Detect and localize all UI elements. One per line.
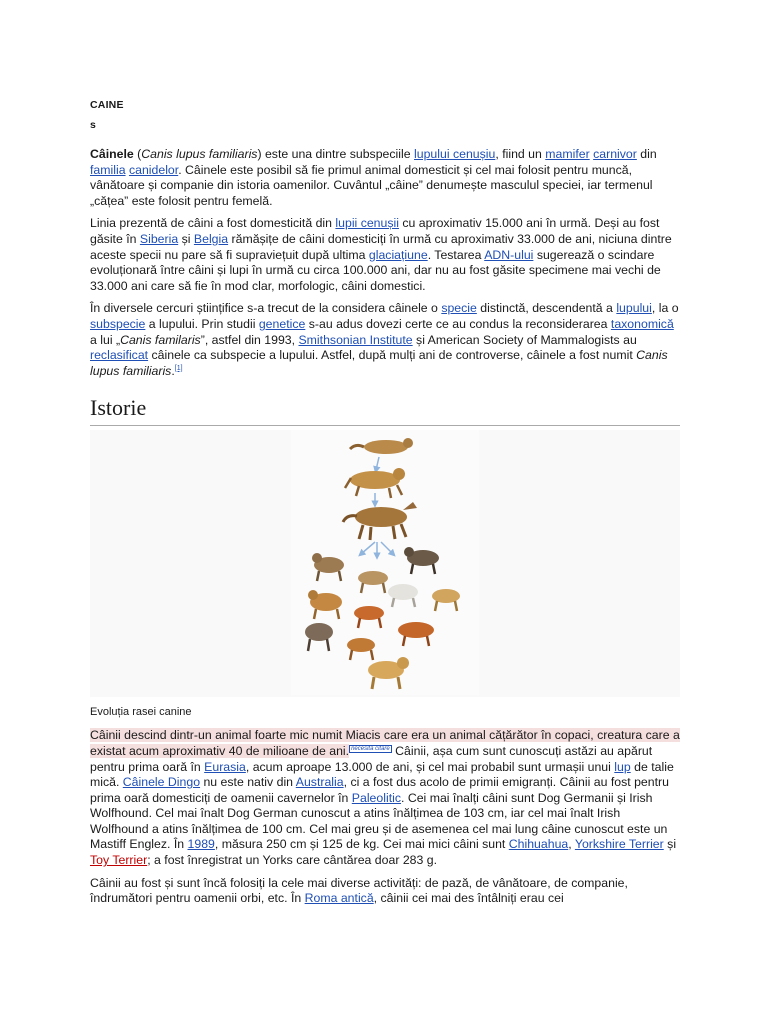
text: a lupului. Prin studii <box>145 316 259 331</box>
text: , ci a fost dus acolo de primii emigranți. Câinii au fost pentru prima oară domesticiți de oamenii cavernelor în <box>90 775 669 805</box>
text: ; a fost înregistrat un Yorks care cântărea doar 283 g. <box>147 853 438 868</box>
scientific-name: Canis familaris <box>120 332 201 347</box>
link-taxonomica[interactable]: taxonomică <box>610 316 674 331</box>
link-specie[interactable]: specie <box>441 301 477 316</box>
link-glaciatiune[interactable]: glaciațiune <box>368 247 428 262</box>
link-mamifer[interactable]: mamifer <box>545 147 590 161</box>
paragraph-intro <box>90 147 680 209</box>
text: . Testarea <box>427 247 485 262</box>
link-familia[interactable]: familia <box>90 162 126 177</box>
link-adn-ului[interactable]: ADN-ului <box>484 247 534 262</box>
link-lupii-cenusii[interactable]: lupii cenușii <box>335 216 399 231</box>
link-paleolitic[interactable]: Paleolitic <box>351 790 401 805</box>
canine-evolution-illustration <box>291 430 479 695</box>
text: ( <box>133 147 142 161</box>
text: câinele ca subspecie a lupului. Astfel, după mulți ani de controverse, câinele a fost numit <box>148 348 637 363</box>
document-page <box>90 95 680 914</box>
link-chihuahua[interactable]: Chihuahua <box>508 837 569 852</box>
link-lup[interactable]: lup <box>614 759 631 774</box>
link-genetice[interactable]: genetice <box>258 316 306 331</box>
text: și American Society of Mammalogists au <box>412 332 637 347</box>
text: nu este nativ din <box>200 775 296 790</box>
link-siberia[interactable]: Siberia <box>139 231 179 246</box>
link-1989[interactable]: 1989 <box>187 837 215 852</box>
citation-needed-badge[interactable]: necesită citare <box>351 745 390 752</box>
text: . Cei mai înalți câini sunt Dog Germanii și Irish Wolfhound. Cel mai înalt Dog German cunoscut a atins înălțimea de 103 cm, iar cel mai înalt Irish Wolfhound a atins înălțimea de 100 cm. Cel mai greu și de asemenea cel mai lung câine cunoscut este un Mastiff Englez. În <box>90 790 668 852</box>
text: , acum aproape 13.000 de ani, și cel mai probabil sunt urmașii unui <box>245 759 615 774</box>
text: a lui „ <box>90 332 121 347</box>
text: și <box>663 837 677 852</box>
text: Câinii au fost și sunt încă folosiți la cele mai diverse activități: de pază, de vânătoare, de companie, îndrumători pentru oamenii orbi, etc. În <box>90 875 628 906</box>
text: ”, astfel din 1993, <box>200 332 299 347</box>
link-lupului-cenusiu[interactable]: lupului cenușiu <box>414 147 496 161</box>
link-cainele-dingo[interactable]: Câinele Dingo <box>122 775 201 790</box>
text: . <box>171 363 175 378</box>
text: , măsura 250 cm și 125 de kg. Cei mai mici câini sunt <box>214 837 509 852</box>
text: distinctă, descendentă a <box>476 301 617 316</box>
link-toy-terrier[interactable]: Toy Terrier <box>90 853 148 868</box>
text: , la o <box>651 301 679 316</box>
text: ) este una dintre subspeciile <box>257 147 414 161</box>
text: , fiind un <box>495 147 546 161</box>
scientific-name: Canis lupus familiaris <box>141 147 258 161</box>
link-roma-antica[interactable]: Roma antică <box>304 891 374 906</box>
scientific-name: Canis lupus familiaris <box>90 348 668 378</box>
dog-evolution-icon <box>291 430 479 695</box>
link-lupului[interactable]: lupului <box>616 301 652 316</box>
text: din <box>636 147 657 161</box>
text: Linia prezentă de câini a fost domesticită din <box>90 216 336 231</box>
term-bold: Câinele <box>90 147 134 161</box>
paragraph-history <box>90 728 680 868</box>
text: s-au adus dovezi certe ce au condus la reconsiderarea <box>305 316 611 331</box>
doc-title: CAINE <box>90 99 124 111</box>
text: În diversele cercuri științifice s-a trecut de la considera câinele o <box>90 301 442 316</box>
paragraph-taxonomy <box>90 301 680 379</box>
highlighted-text: Câinii descind dintr-un animal foarte mic numit Miacis care era un animal cățărător în copaci, creatura care a existat acum aproximativ 40 de milioane de ani. <box>90 728 680 758</box>
figure-caption: Evoluția rasei canine <box>90 706 192 719</box>
text: sugerează o scindare evoluționară între câini și lupi în urmă cu circa 100.000 ani, dar nu au fost găsite specimene mai vechi de 33.000 ani care să fie în mod clar, morfologic, câini domestici. <box>90 247 661 293</box>
link-yorkshire-terrier[interactable]: Yorkshire Terrier <box>574 837 664 852</box>
citation-link[interactable]: [1] <box>174 364 183 372</box>
text: și <box>178 231 194 246</box>
section-heading-istorie: Istorie <box>90 393 680 426</box>
doc-subtitle: s <box>90 119 97 131</box>
link-subspecie[interactable]: subspecie <box>90 316 146 331</box>
link-eurasia[interactable]: Eurasia <box>204 759 246 774</box>
link-reclasificat[interactable]: reclasificat <box>90 348 149 363</box>
text: rămășițe de câini domesticiți în urmă cu aproximativ 33.000 de ani, niciuna dintre aceste specii nu pare să fi supraviețuit după ultima <box>90 231 672 262</box>
link-smithsonian-institute[interactable]: Smithsonian Institute <box>298 332 413 347</box>
figure-evolution <box>90 430 680 697</box>
link-belgia[interactable]: Belgia <box>193 231 229 246</box>
link-australia[interactable]: Australia <box>295 775 344 790</box>
paragraph-domestication <box>90 216 680 294</box>
text: de talie mică. <box>90 759 674 790</box>
link-canidelor[interactable]: canidelor <box>128 162 179 177</box>
text: Câinii, așa cum sunt cunoscuți astăzi au apărut pentru prima oară în <box>90 743 653 774</box>
text: cu aproximativ 15.000 ani în urmă. Deși au fost găsite în <box>90 216 660 246</box>
text: , câinii cei mai des întâlniți erau cei <box>373 891 564 906</box>
text: , <box>568 837 575 852</box>
link-carnivor[interactable]: carnivor <box>593 147 637 161</box>
text: . Câinele este posibil să fie primul animal domesticit și cel mai folosit pentru muncă, vânătoare și companie din istoria oamenilor. Cuvântul „câine” denumește masculul speciei, iar termenul „cățea” este folosit pentru femelă. <box>90 162 653 208</box>
paragraph-uses <box>90 876 680 907</box>
